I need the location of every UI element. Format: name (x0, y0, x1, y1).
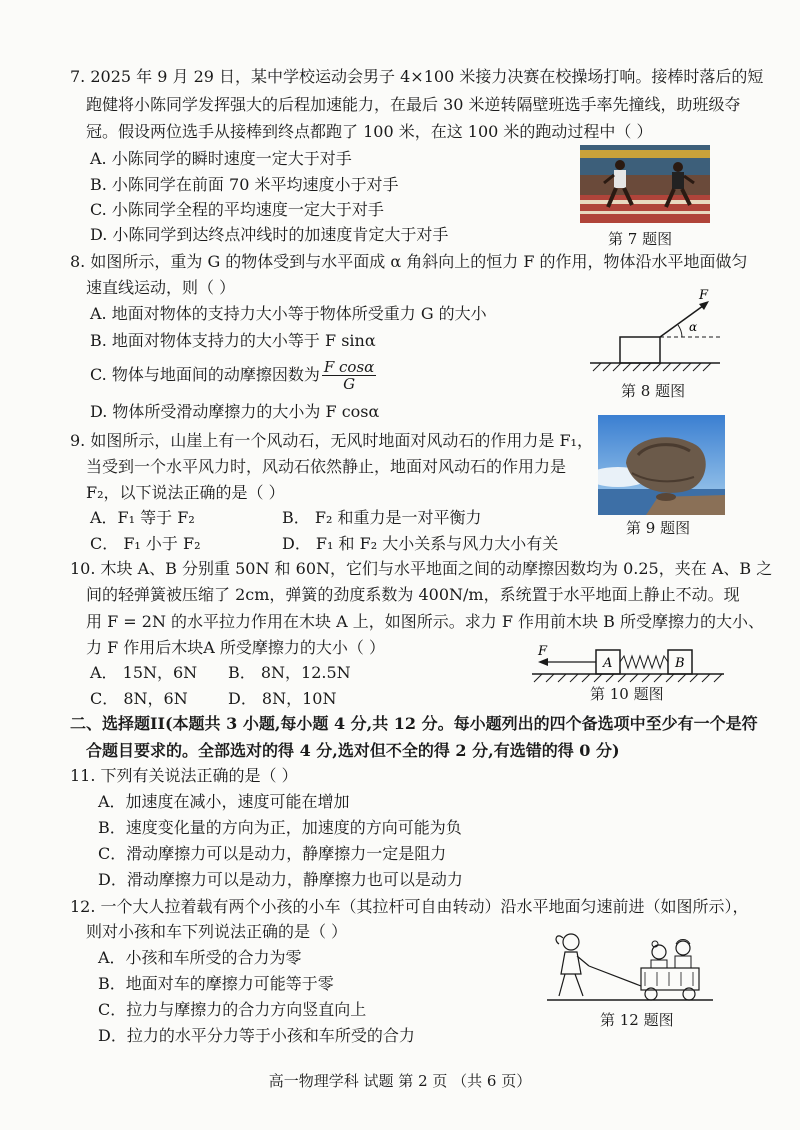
q7-stem-line-3: 冠。假设两位选手从接棒到终点都跑了 100 米，在这 100 米的跑动过程中（ ） (86, 122, 653, 141)
q11-option-d: D．滑动摩擦力可以是动力，静摩擦力也可以是动力 (98, 870, 463, 889)
q12-figure-adult-pulling-cart (545, 928, 715, 1008)
q8-option-c-denominator: G (343, 375, 356, 393)
q12-option-b: B．地面对车的摩擦力可能等于零 (98, 974, 334, 993)
q8-stem-line-1: 8. 如图所示，重为 G 的物体受到与水平面成 α 角斜向上的恒力 F 的作用，物体沿水平地面做匀 (70, 252, 748, 271)
q8-figure-force-label: F (699, 288, 709, 303)
q7-figure-relay-photo (580, 145, 710, 223)
q9-stem-line-1: 9. 如图所示，山崖上有一个风动石，无风时地面对风动石的作用力是 F₁， (70, 431, 593, 450)
q9-stem-line-3: F₂，以下说法正确的是（ ） (86, 483, 285, 502)
q10-figure-block-a-label: A (603, 656, 613, 671)
q10-figure-caption: 第 10 题图 (590, 685, 664, 703)
q7-option-d: D. 小陈同学到达终点冲线时的加速度肯定大于对手 (90, 225, 449, 244)
section2-header-line-2: 合题目要求的。全部选对的得 4 分,选对但不全的得 2 分,有选错的得 0 分) (86, 741, 620, 760)
q8-figure-caption: 第 8 题图 (621, 382, 686, 400)
q11-option-b: B．速度变化量的方向为正，加速度的方向可能为负 (98, 818, 462, 837)
q10-stem-line-4: 力 F 作用后木块A 所受摩擦力的大小（ ） (86, 638, 386, 657)
q12-option-a: A．小孩和车所受的合力为零 (98, 948, 302, 967)
q9-stem-line-2: 当受到一个水平风力时，风动石依然静止，地面对风动石的作用力是 (86, 457, 567, 476)
q8-stem-line-2: 速直线运动，则（ ） (86, 278, 236, 297)
q10-option-c: C． 8N，6N (90, 689, 188, 708)
q9-option-b: B． F₂ 和重力是一对平衡力 (282, 508, 482, 527)
q10-figure-blocks-spring (528, 638, 728, 688)
q9-option-c: C． F₁ 小于 F₂ (90, 534, 201, 553)
q10-stem-line-2: 间的轻弹簧被压缩了 2cm，弹簧的劲度系数为 400N/m，系统置于水平地面上静止不动。现 (86, 585, 740, 604)
q10-figure-block-b-label: B (675, 656, 685, 671)
q8-figure-angle-label: α (689, 320, 698, 334)
q12-option-d: D．拉力的水平分力等于小孩和车所受的合力 (98, 1026, 415, 1045)
q10-option-b: B． 8N，12.5N (228, 663, 351, 682)
q8-option-c-fraction (322, 359, 376, 392)
q10-stem-line-1: 10. 木块 A、B 分别重 50N 和 60N，它们与水平地面之间的动摩擦因数均为 0.25，夹在 A、B 之 (70, 559, 773, 578)
q9-option-a: A．F₁ 等于 F₂ (90, 508, 195, 527)
q9-figure-caption: 第 9 题图 (626, 519, 691, 537)
q7-option-b: B. 小陈同学在前面 70 米平均速度小于对手 (90, 175, 399, 194)
q9-option-d: D． F₁ 和 F₂ 大小关系与风力大小有关 (282, 534, 559, 553)
q7-stem-line-1: 7. 2025 年 9 月 29 日，某中学校运动会男子 4×100 米接力决赛在校操场打响。接棒时落后的短 (70, 67, 764, 86)
q11-option-a: A．加速度在减小，速度可能在增加 (98, 792, 350, 811)
q7-figure-caption: 第 7 题图 (608, 230, 673, 248)
q10-figure-force-label: F (538, 644, 548, 659)
section2-header-line-1: 二、选择题II(本题共 3 小题,每小题 4 分,共 12 分。每小题列出的四个备选项中至少有一个是符 (70, 714, 758, 733)
q8-option-b: B. 地面对物体支持力的大小等于 F sinα (90, 331, 376, 350)
q12-figure-caption: 第 12 题图 (600, 1011, 674, 1029)
q8-option-a: A. 地面对物体的支持力大小等于物体所受重力 G 的大小 (90, 304, 487, 323)
q8-figure-block-force (585, 285, 725, 380)
q11-stem: 11. 下列有关说法正确的是（ ） (70, 766, 298, 785)
q8-option-c-prefix: C. 物体与地面间的动摩擦因数为 (90, 365, 320, 384)
page-footer: 高一物理学科 试题 第 2 页 （共 6 页） (268, 1072, 532, 1090)
q8-option-c-numerator: F cosα (323, 358, 375, 376)
q9-figure-wind-rock-photo (598, 415, 725, 515)
q8-option-d: D. 物体所受滑动摩擦力的大小为 F cosα (90, 402, 380, 421)
q8-option-c (90, 355, 378, 395)
q12-option-c: C．拉力与摩擦力的合力方向竖直向上 (98, 1000, 367, 1019)
q12-stem-line-2: 则对小孩和车下列说法正确的是（ ） (86, 922, 348, 941)
q12-stem-line-1: 12. 一个大人拉着载有两个小孩的小车（其拉杆可自由转动）沿水平地面匀速前进（如图所示）， (70, 897, 749, 916)
q11-option-c: C．滑动摩擦力可以是动力，静摩擦力一定是阻力 (98, 844, 447, 863)
q7-stem-line-2: 跑健将小陈同学发挥强大的后程加速能力，在最后 30 米逆转隔壁班选手率先撞线，助班级夺 (86, 95, 741, 114)
q7-option-c: C. 小陈同学全程的平均速度一定大于对手 (90, 200, 384, 219)
q10-option-a: A． 15N，6N (90, 663, 198, 682)
q10-option-d: D． 8N，10N (228, 689, 337, 708)
q10-stem-line-3: 用 F = 2N 的水平拉力作用在木块 A 上，如图所示。求力 F 作用前木块 B 所受摩擦力的大小、 (86, 612, 764, 631)
q7-option-a: A. 小陈同学的瞬时速度一定大于对手 (90, 149, 352, 168)
